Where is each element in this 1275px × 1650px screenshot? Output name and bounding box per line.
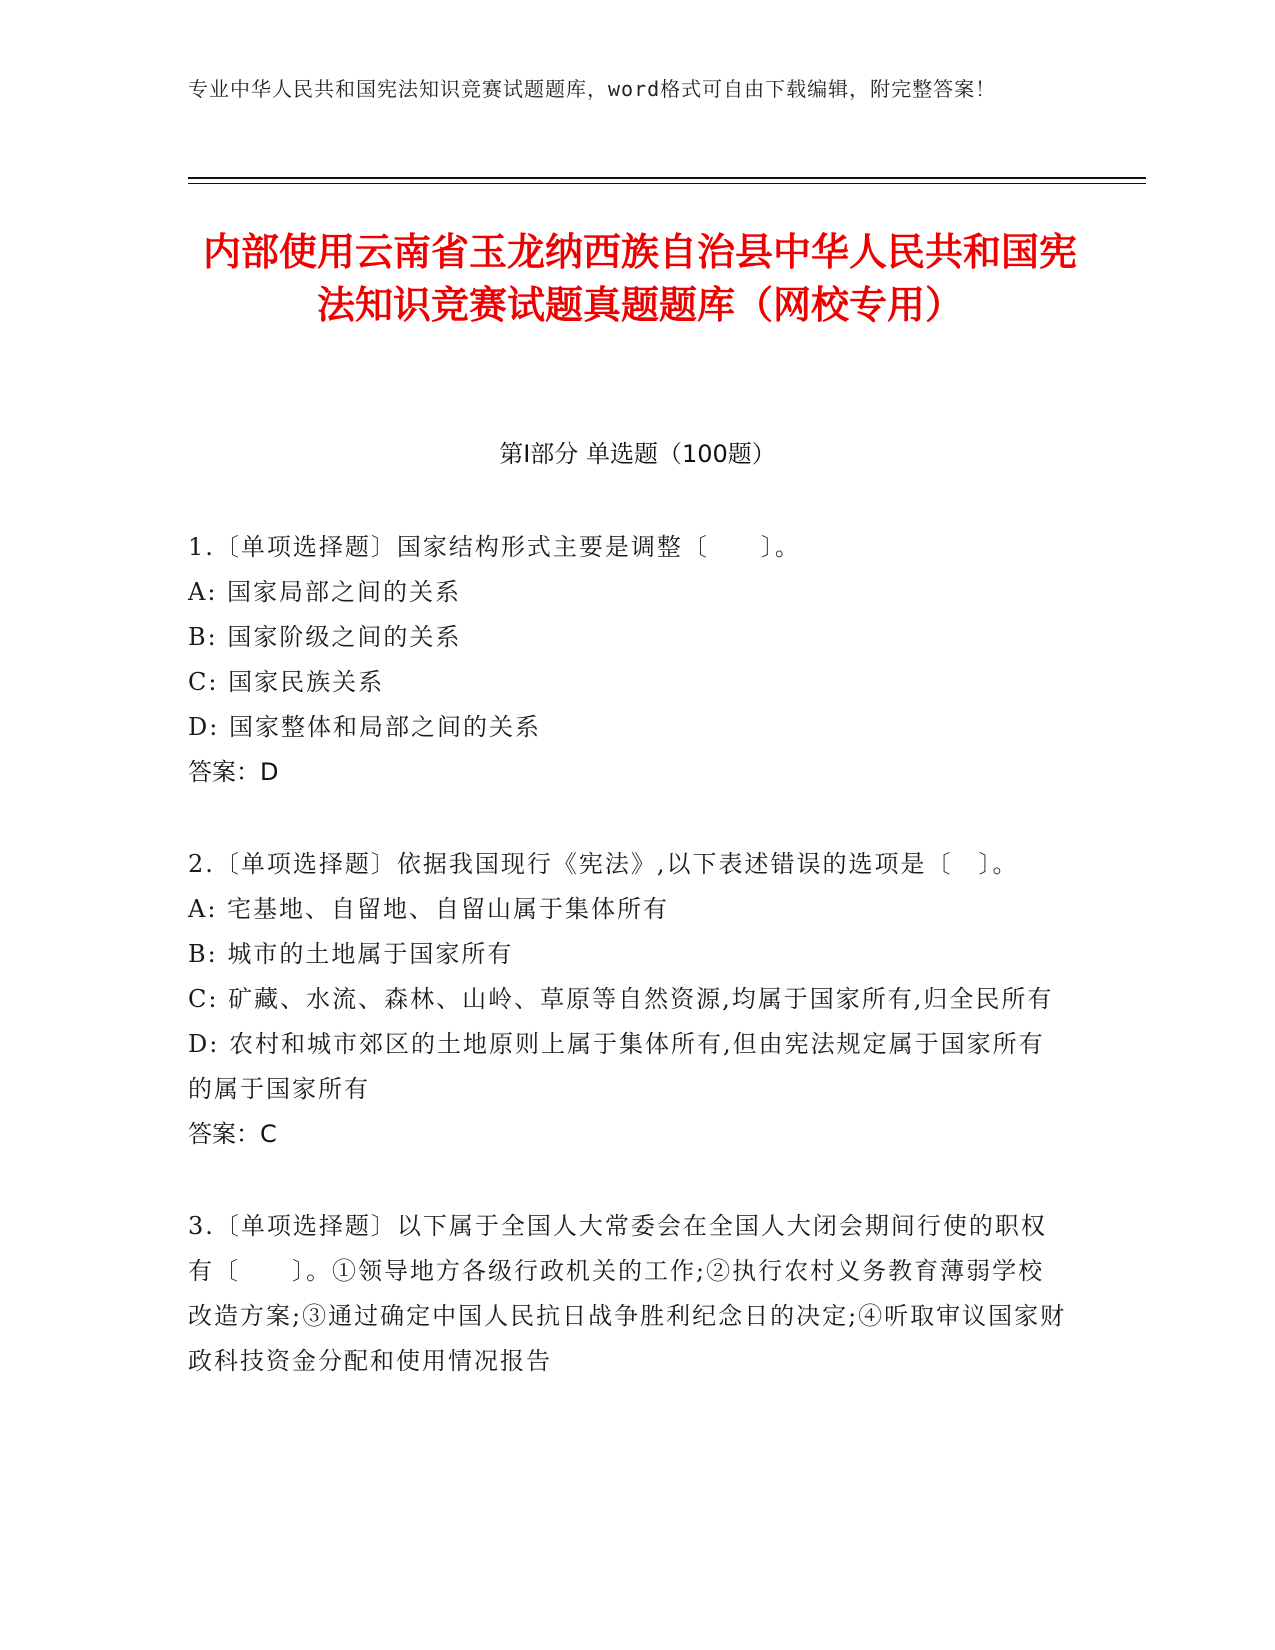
question-stem: 2.〔单项选择题〕依据我国现行《宪法》,以下表述错误的选项是〔 〕。 bbox=[188, 850, 1019, 878]
question-3 bbox=[188, 1204, 1068, 1384]
question-list bbox=[188, 525, 1068, 1431]
answer-label: 答案：C bbox=[188, 1120, 277, 1148]
option-a: A: 宅基地、自留地、自留山属于集体所有 bbox=[188, 895, 670, 923]
header-divider-thick bbox=[188, 177, 1146, 179]
option-c: C: 国家民族关系 bbox=[188, 668, 385, 696]
option-d: D: 国家整体和局部之间的关系 bbox=[188, 713, 541, 741]
option-c: C: 矿藏、水流、森林、山岭、草原等自然资源,均属于国家所有,归全民所有 bbox=[188, 985, 1054, 1013]
question-stem: 3.〔单项选择题〕以下属于全国人大常委会在全国人大闭会期间行使的职权有〔 〕。①领导地方各级行政机关的工作;②执行农村义务教育薄弱学校改造方案;③通过确定中国人民抗日战争胜利纪念日的决定;④听取审议国家财政科技资金分配和使用情况报告 bbox=[188, 1212, 1067, 1375]
option-b: B: 国家阶级之间的关系 bbox=[188, 623, 462, 651]
header-note: 专业中华人民共和国宪法知识竞赛试题题库，word格式可自由下载编辑，附完整答案！ bbox=[188, 77, 997, 101]
question-stem: 1.〔单项选择题〕国家结构形式主要是调整〔 〕。 bbox=[188, 533, 801, 561]
option-a: A: 国家局部之间的关系 bbox=[188, 578, 462, 606]
question-2 bbox=[188, 842, 1068, 1157]
header-divider-thin bbox=[188, 183, 1146, 184]
answer-label: 答案：D bbox=[188, 758, 279, 786]
document-title: 内部使用云南省玉龙纳西族自治县中华人民共和国宪法知识竞赛试题真题题库（网校专用） bbox=[202, 230, 1077, 327]
section-heading: 第I部分 单选题（100题） bbox=[499, 440, 776, 468]
option-b: B: 城市的土地属于国家所有 bbox=[188, 940, 514, 968]
option-d: D: 农村和城市郊区的土地原则上属于集体所有,但由宪法规定属于国家所有的属于国家所有 bbox=[188, 1030, 1045, 1103]
question-1 bbox=[188, 525, 1068, 795]
